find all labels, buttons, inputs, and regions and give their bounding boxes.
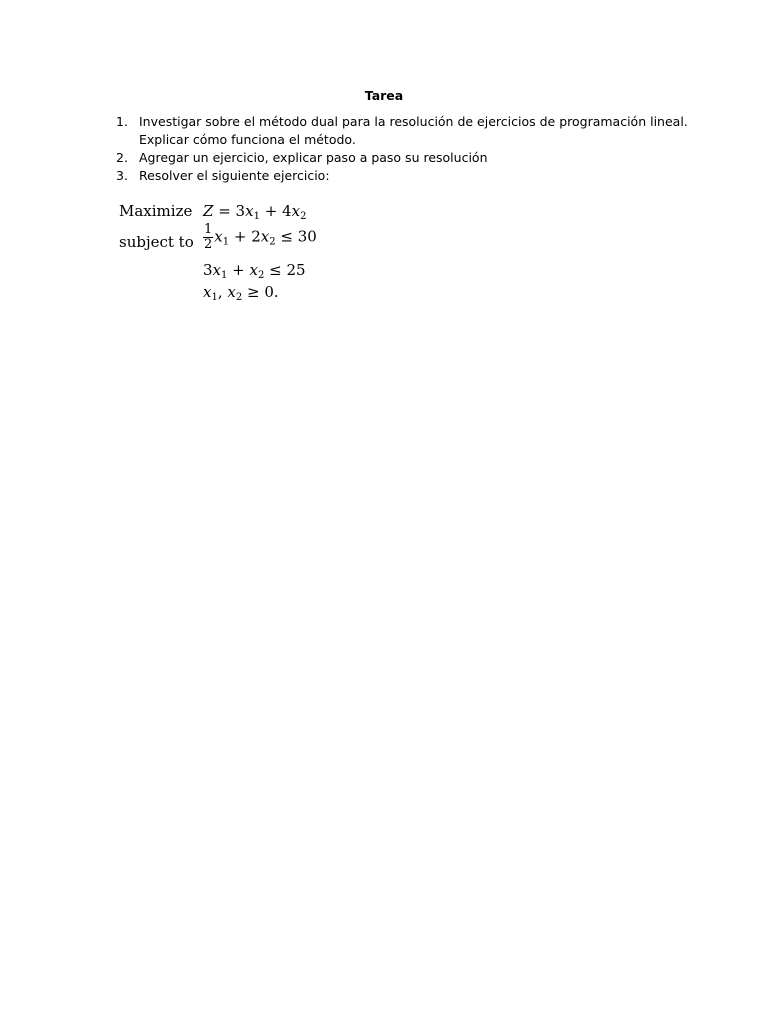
fraction-denominator: 2: [204, 237, 213, 252]
subscript: 1: [222, 236, 230, 248]
constraint-coef: 3: [203, 261, 213, 279]
task-number: 2.: [116, 150, 128, 165]
var-x: x: [203, 283, 212, 301]
constraint-rhs: ≤ 30: [275, 227, 317, 246]
objective-label: Maximize: [119, 202, 193, 220]
task-item-1: [116, 113, 716, 149]
constraint-1: [203, 223, 317, 252]
objective-plus: + 4: [259, 202, 292, 220]
constraint-plus: +: [227, 261, 250, 279]
task-number: 1.: [116, 114, 128, 129]
subscript: 1: [221, 270, 228, 281]
objective-eq: = 3: [213, 202, 246, 220]
var-x: x: [227, 283, 236, 301]
fraction: [203, 223, 213, 252]
subscript: 2: [269, 236, 276, 248]
objective-var: Z: [203, 202, 214, 220]
nonnegativity-constraint: [203, 283, 279, 301]
task-item-2: [116, 149, 716, 167]
var-x: x: [249, 261, 258, 279]
constraints-label: subject to: [119, 233, 194, 251]
var-x: x: [291, 202, 301, 220]
objective-function: [203, 202, 306, 220]
var-x: x: [245, 202, 254, 220]
subscript: 2: [300, 211, 307, 222]
constraint-2: [203, 261, 306, 279]
task-text-line: Investigar sobre el método dual para la resolución de ejercicios de programación lineal.: [139, 114, 688, 129]
task-text-line: Resolver el siguiente ejercicio:: [139, 168, 330, 183]
fraction-numerator: 1: [204, 222, 213, 237]
task-item-3: [116, 167, 716, 185]
task-number: 3.: [116, 168, 128, 183]
task-list: [116, 113, 716, 185]
constraint-rhs: ≤ 25: [264, 261, 306, 279]
subscript: 1: [211, 292, 218, 303]
subscript: 2: [257, 270, 265, 281]
constraint-rhs: ≥ 0.: [242, 283, 279, 301]
var-x: x: [212, 261, 222, 279]
document-title: Tarea: [364, 88, 404, 103]
var-x: x: [260, 227, 270, 246]
subscript: 2: [235, 292, 243, 303]
var-x: x: [214, 227, 223, 246]
nonneg-comma: ,: [217, 283, 228, 301]
task-text-line: Explicar cómo funciona el método.: [139, 132, 356, 147]
subscript: 1: [253, 211, 260, 222]
lp-problem: [119, 199, 379, 309]
task-text-line: Agregar un ejercicio, explicar paso a paso su resolución: [139, 150, 488, 165]
constraint-plus: + 2: [229, 227, 261, 246]
